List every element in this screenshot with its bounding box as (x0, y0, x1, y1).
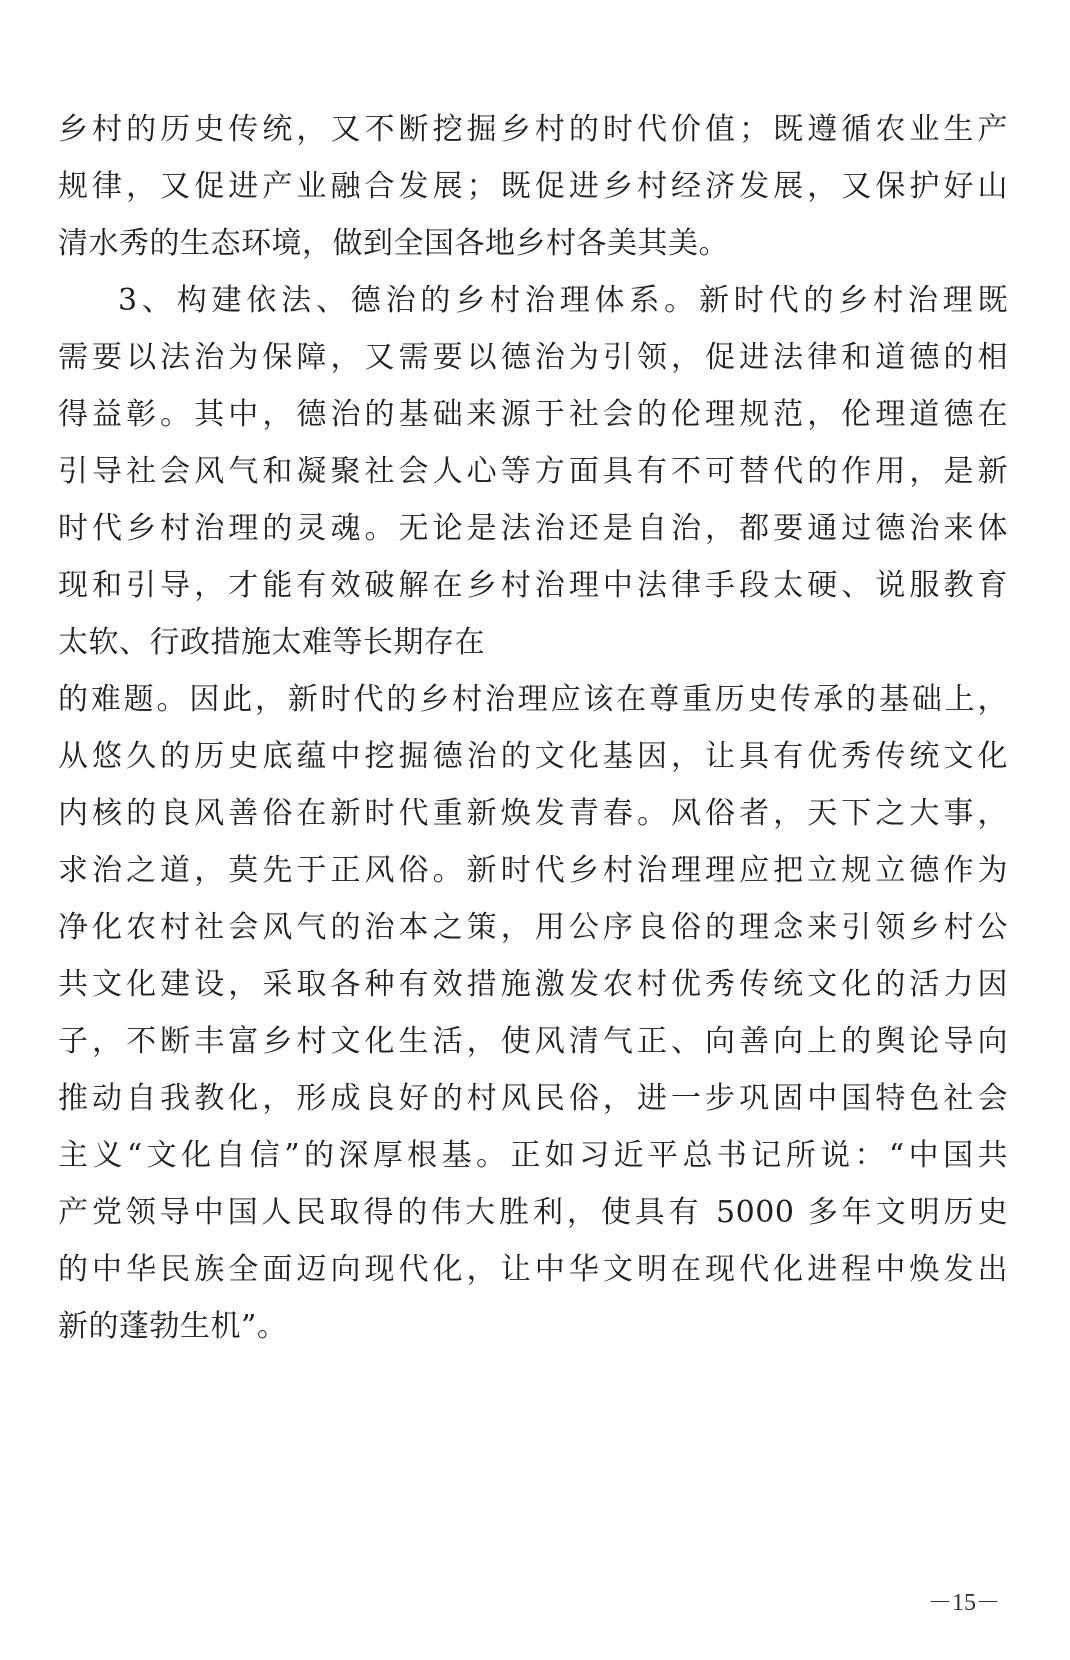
text-line: 共文化建设，采取各种有效措施激发农村优秀传统文化的活力因 (58, 967, 1008, 1002)
text-line: 时代乡村治理的灵魂。无论是法治还是自治，都要通过德治来体 (58, 511, 1008, 546)
text-line: 内核的良风善俗在新时代重新焕发青春。风俗者，天下之大事， (58, 796, 1008, 831)
text-line: 子，不断丰富乡村文化生活，使风清气正、向善向上的舆论导向 (58, 1024, 1008, 1059)
text-line: 推动自我教化，形成良好的村风民俗，进一步巩固中国特色社会 (58, 1081, 1008, 1116)
page-number: －15－ (928, 1590, 1000, 1616)
text-line: 求治之道，莫先于正风俗。新时代乡村治理理应把立规立德作为 (58, 853, 1008, 888)
text-line: 的中华民族全面迈向现代化，让中华文明在现代化进程中焕发出 (58, 1252, 1008, 1287)
text-line: 新的蓬勃生机”。 (58, 1309, 288, 1344)
text-line: 主义“文化自信”的深厚根基。正如习近平总书记所说：“中国共 (58, 1138, 1008, 1173)
text-line: 乡村的历史传统，又不断挖掘乡村的时代价值；既遵循农业生产 (58, 112, 1008, 147)
text-line: 规律，又促进产业融合发展；既促进乡村经济发展，又保护好山 (58, 169, 1008, 204)
text-line: 净化农村社会风气的治本之策，用公序良俗的理念来引领乡村公 (58, 910, 1008, 945)
text-line: 从悠久的历史底蕴中挖掘德治的文化基因，让具有优秀传统文化 (58, 739, 1008, 774)
text-line: 现和引导，才能有效破解在乡村治理中法律手段太硬、说服教育 (58, 568, 1008, 603)
text-line: 清水秀的生态环境，做到全国各地乡村各美其美。 (58, 226, 729, 261)
text-line: 得益彰。其中，德治的基础来源于社会的伦理规范，伦理道德在 (58, 397, 1008, 432)
text-line: 的难题。因此，新时代的乡村治理应该在尊重历史传承的基础上， (58, 682, 1008, 717)
text-line: 太软、行政措施太难等长期存在 (58, 625, 485, 660)
text-line: 产党领导中国人民取得的伟大胜利，使具有 5000 多年文明历史 (58, 1195, 1008, 1230)
paragraph-start-line: 3、构建依法、德治的乡村治理体系。新时代的乡村治理既 (118, 283, 1008, 318)
text-line: 引导社会风气和凝聚社会人心等方面具有不可替代的作用，是新 (58, 454, 1008, 489)
text-line: 需要以法治为保障，又需要以德治为引领，促进法律和道德的相 (58, 340, 1008, 375)
